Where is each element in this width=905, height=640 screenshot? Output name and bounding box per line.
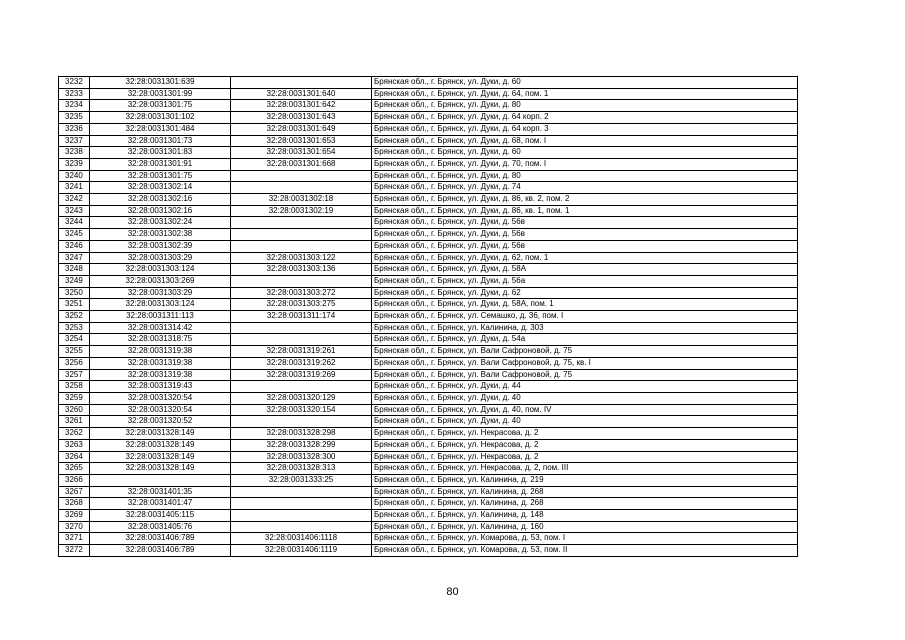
related-cadastral-number-cell	[231, 510, 372, 522]
address-cell: Брянская обл., г. Брянск, ул. Дуки, д. 60	[372, 147, 798, 159]
row-number-cell: 3266	[59, 474, 90, 486]
related-cadastral-number-cell: 32:28:0031319:269	[231, 369, 372, 381]
address-cell: Брянская обл., г. Брянск, ул. Вали Сафроновой, д. 75	[372, 369, 798, 381]
table-row	[59, 123, 798, 135]
related-cadastral-number-cell: 32:28:0031319:262	[231, 357, 372, 369]
address-cell: Брянская обл., г. Брянск, ул. Дуки, д. 56в	[372, 217, 798, 229]
table-row	[59, 217, 798, 229]
row-number-cell: 3267	[59, 486, 90, 498]
related-cadastral-number-cell: 32:28:0031301:649	[231, 123, 372, 135]
related-cadastral-number-cell	[231, 240, 372, 252]
row-number-cell: 3238	[59, 147, 90, 159]
cadastral-number-cell: 32:28:0031302:16	[90, 194, 231, 206]
row-number-cell: 3258	[59, 381, 90, 393]
address-cell: Брянская обл., г. Брянск, ул. Некрасова, д. 2, пом. III	[372, 463, 798, 475]
cadastral-number-cell: 32:28:0031302:16	[90, 205, 231, 217]
cadastral-number-cell: 32:28:0031406:789	[90, 533, 231, 545]
row-number-cell: 3235	[59, 112, 90, 124]
related-cadastral-number-cell: 32:28:0031328:300	[231, 451, 372, 463]
table-row	[59, 428, 798, 440]
related-cadastral-number-cell: 32:28:0031406:1118	[231, 533, 372, 545]
cadastral-number-cell: 32:28:0031319:38	[90, 369, 231, 381]
row-number-cell: 3254	[59, 334, 90, 346]
table-row	[59, 311, 798, 323]
address-cell: Брянская обл., г. Брянск, ул. Комарова, д. 53, пом. I	[372, 533, 798, 545]
row-number-cell: 3272	[59, 545, 90, 557]
cadastral-number-cell: 32:28:0031320:54	[90, 404, 231, 416]
related-cadastral-number-cell: 32:28:0031303:122	[231, 252, 372, 264]
table-row	[59, 463, 798, 475]
address-cell: Брянская обл., г. Брянск, ул. Дуки, д. 56в	[372, 240, 798, 252]
row-number-cell: 3243	[59, 205, 90, 217]
related-cadastral-number-cell: 32:28:0031301:643	[231, 112, 372, 124]
row-number-cell: 3270	[59, 521, 90, 533]
row-number-cell: 3242	[59, 194, 90, 206]
table-row	[59, 474, 798, 486]
row-number-cell: 3245	[59, 229, 90, 241]
related-cadastral-number-cell: 32:28:0031302:18	[231, 194, 372, 206]
table-row	[59, 299, 798, 311]
related-cadastral-number-cell: 32:28:0031301:640	[231, 88, 372, 100]
related-cadastral-number-cell: 32:28:0031301:642	[231, 100, 372, 112]
address-cell: Брянская обл., г. Брянск, ул. Калинина, д. 303	[372, 322, 798, 334]
row-number-cell: 3233	[59, 88, 90, 100]
cadastral-number-cell: 32:28:0031303:29	[90, 252, 231, 264]
related-cadastral-number-cell	[231, 381, 372, 393]
row-number-cell: 3249	[59, 275, 90, 287]
address-cell: Брянская обл., г. Брянск, ул. Дуки, д. 56в	[372, 229, 798, 241]
row-number-cell: 3253	[59, 322, 90, 334]
row-number-cell: 3248	[59, 264, 90, 276]
table-row	[59, 392, 798, 404]
address-cell: Брянская обл., г. Брянск, ул. Семашко, д. 36, пом. I	[372, 311, 798, 323]
registry-table	[58, 76, 798, 557]
related-cadastral-number-cell	[231, 322, 372, 334]
table-row	[59, 287, 798, 299]
cadastral-number-cell: 32:28:0031301:75	[90, 100, 231, 112]
address-cell: Брянская обл., г. Брянск, ул. Дуки, д. 60	[372, 77, 798, 89]
cadastral-number-cell: 32:28:0031405:76	[90, 521, 231, 533]
table-row	[59, 545, 798, 557]
table-row	[59, 88, 798, 100]
cadastral-number-cell: 32:28:0031301:83	[90, 147, 231, 159]
address-cell: Брянская обл., г. Брянск, ул. Дуки, д. 64 корп. 2	[372, 112, 798, 124]
cadastral-number-cell: 32:28:0031319:43	[90, 381, 231, 393]
cadastral-number-cell: 32:28:0031318:75	[90, 334, 231, 346]
address-cell: Брянская обл., г. Брянск, ул. Некрасова, д. 2	[372, 451, 798, 463]
cadastral-number-cell: 32:28:0031320:54	[90, 392, 231, 404]
related-cadastral-number-cell: 32:28:0031333:25	[231, 474, 372, 486]
row-number-cell: 3255	[59, 346, 90, 358]
registry-table-body	[59, 77, 798, 557]
related-cadastral-number-cell: 32:28:0031320:129	[231, 392, 372, 404]
cadastral-number-cell: 32:28:0031405:115	[90, 510, 231, 522]
address-cell: Брянская обл., г. Брянск, ул. Некрасова, д. 2	[372, 428, 798, 440]
related-cadastral-number-cell: 32:28:0031406:1119	[231, 545, 372, 557]
row-number-cell: 3239	[59, 158, 90, 170]
table-row	[59, 334, 798, 346]
cadastral-number-cell: 32:28:0031401:47	[90, 498, 231, 510]
address-cell: Брянская обл., г. Брянск, ул. Дуки, д. 80	[372, 170, 798, 182]
table-row	[59, 322, 798, 334]
table-row	[59, 416, 798, 428]
related-cadastral-number-cell: 32:28:0031328:313	[231, 463, 372, 475]
cadastral-number-cell: 32:28:0031301:73	[90, 135, 231, 147]
cadastral-number-cell: 32:28:0031319:38	[90, 346, 231, 358]
row-number-cell: 3259	[59, 392, 90, 404]
related-cadastral-number-cell	[231, 521, 372, 533]
cadastral-number-cell: 32:28:0031303:29	[90, 287, 231, 299]
table-row	[59, 439, 798, 451]
address-cell: Брянская обл., г. Брянск, ул. Вали Сафроновой, д. 75, кв. I	[372, 357, 798, 369]
row-number-cell: 3244	[59, 217, 90, 229]
table-row	[59, 275, 798, 287]
row-number-cell: 3256	[59, 357, 90, 369]
table-row	[59, 100, 798, 112]
related-cadastral-number-cell: 32:28:0031319:261	[231, 346, 372, 358]
related-cadastral-number-cell: 32:28:0031301:668	[231, 158, 372, 170]
address-cell: Брянская обл., г. Брянск, ул. Дуки, д. 74	[372, 182, 798, 194]
cadastral-number-cell: 32:28:0031302:39	[90, 240, 231, 252]
related-cadastral-number-cell: 32:28:0031328:298	[231, 428, 372, 440]
address-cell: Брянская обл., г. Брянск, ул. Дуки, д. 86, кв. 1, пом. 1	[372, 205, 798, 217]
related-cadastral-number-cell: 32:28:0031328:299	[231, 439, 372, 451]
row-number-cell: 3262	[59, 428, 90, 440]
row-number-cell: 3251	[59, 299, 90, 311]
related-cadastral-number-cell: 32:28:0031303:136	[231, 264, 372, 276]
cadastral-number-cell: 32:28:0031311:113	[90, 311, 231, 323]
cadastral-number-cell: 32:28:0031320:52	[90, 416, 231, 428]
table-row	[59, 404, 798, 416]
table-row	[59, 112, 798, 124]
row-number-cell: 3260	[59, 404, 90, 416]
cadastral-number-cell: 32:28:0031314:42	[90, 322, 231, 334]
row-number-cell: 3264	[59, 451, 90, 463]
related-cadastral-number-cell: 32:28:0031301:654	[231, 147, 372, 159]
address-cell: Брянская обл., г. Брянск, ул. Дуки, д. 40	[372, 392, 798, 404]
row-number-cell: 3263	[59, 439, 90, 451]
row-number-cell: 3236	[59, 123, 90, 135]
address-cell: Брянская обл., г. Брянск, ул. Дуки, д. 58А	[372, 264, 798, 276]
related-cadastral-number-cell: 32:28:0031311:174	[231, 311, 372, 323]
address-cell: Брянская обл., г. Брянск, ул. Дуки, д. 58А, пом. 1	[372, 299, 798, 311]
table-row	[59, 229, 798, 241]
cadastral-number-cell: 32:28:0031301:75	[90, 170, 231, 182]
row-number-cell: 3237	[59, 135, 90, 147]
row-number-cell: 3232	[59, 77, 90, 89]
table-row	[59, 240, 798, 252]
cadastral-number-cell: 32:28:0031301:91	[90, 158, 231, 170]
table-row	[59, 147, 798, 159]
cadastral-number-cell: 32:28:0031301:102	[90, 112, 231, 124]
row-number-cell: 3240	[59, 170, 90, 182]
cadastral-number-cell: 32:28:0031406:789	[90, 545, 231, 557]
table-row	[59, 346, 798, 358]
table-row	[59, 194, 798, 206]
address-cell: Брянская обл., г. Брянск, ул. Дуки, д. 56а	[372, 275, 798, 287]
address-cell: Брянская обл., г. Брянск, ул. Калинина, д. 268	[372, 486, 798, 498]
row-number-cell: 3234	[59, 100, 90, 112]
address-cell: Брянская обл., г. Брянск, ул. Дуки, д. 44	[372, 381, 798, 393]
cadastral-number-cell: 32:28:0031401:35	[90, 486, 231, 498]
page-number: 80	[446, 586, 459, 598]
cadastral-number-cell: 32:28:0031328:149	[90, 428, 231, 440]
address-cell: Брянская обл., г. Брянск, ул. Дуки, д. 62	[372, 287, 798, 299]
related-cadastral-number-cell: 32:28:0031302:19	[231, 205, 372, 217]
address-cell: Брянская обл., г. Брянск, ул. Калинина, д. 160	[372, 521, 798, 533]
address-cell: Брянская обл., г. Брянск, ул. Вали Сафроновой, д. 75	[372, 346, 798, 358]
related-cadastral-number-cell: 32:28:0031320:154	[231, 404, 372, 416]
table-row	[59, 252, 798, 264]
cadastral-number-cell: 32:28:0031302:38	[90, 229, 231, 241]
row-number-cell: 3271	[59, 533, 90, 545]
address-cell: Брянская обл., г. Брянск, ул. Дуки, д. 64 корп. 3	[372, 123, 798, 135]
address-cell: Брянская обл., г. Брянск, ул. Некрасова, д. 2	[372, 439, 798, 451]
address-cell: Брянская обл., г. Брянск, ул. Дуки, д. 68, пом. I	[372, 135, 798, 147]
row-number-cell: 3268	[59, 498, 90, 510]
related-cadastral-number-cell	[231, 486, 372, 498]
table-row	[59, 451, 798, 463]
related-cadastral-number-cell: 32:28:0031301:653	[231, 135, 372, 147]
address-cell: Брянская обл., г. Брянск, ул. Дуки, д. 62, пом. 1	[372, 252, 798, 264]
table-row	[59, 135, 798, 147]
cadastral-number-cell: 32:28:0031301:639	[90, 77, 231, 89]
related-cadastral-number-cell	[231, 498, 372, 510]
row-number-cell: 3241	[59, 182, 90, 194]
row-number-cell: 3261	[59, 416, 90, 428]
table-row	[59, 77, 798, 89]
address-cell: Брянская обл., г. Брянск, ул. Калинина, д. 148	[372, 510, 798, 522]
address-cell: Брянская обл., г. Брянск, ул. Дуки, д. 70, пом. I	[372, 158, 798, 170]
cadastral-number-cell: 32:28:0031328:149	[90, 463, 231, 475]
address-cell: Брянская обл., г. Брянск, ул. Дуки, д. 64, пом. 1	[372, 88, 798, 100]
address-cell: Брянская обл., г. Брянск, ул. Калинина, д. 268	[372, 498, 798, 510]
related-cadastral-number-cell	[231, 182, 372, 194]
cadastral-number-cell: 32:28:0031319:38	[90, 357, 231, 369]
cadastral-number-cell: 32:28:0031303:269	[90, 275, 231, 287]
table-row	[59, 170, 798, 182]
row-number-cell: 3269	[59, 510, 90, 522]
table-row	[59, 264, 798, 276]
table-row	[59, 357, 798, 369]
row-number-cell: 3257	[59, 369, 90, 381]
related-cadastral-number-cell	[231, 416, 372, 428]
table-row	[59, 182, 798, 194]
related-cadastral-number-cell	[231, 229, 372, 241]
address-cell: Брянская обл., г. Брянск, ул. Дуки, д. 86, кв. 2, пом. 2	[372, 194, 798, 206]
table-row	[59, 381, 798, 393]
cadastral-number-cell: 32:28:0031328:149	[90, 439, 231, 451]
related-cadastral-number-cell	[231, 77, 372, 89]
related-cadastral-number-cell	[231, 334, 372, 346]
cadastral-number-cell: 32:28:0031301:99	[90, 88, 231, 100]
address-cell: Брянская обл., г. Брянск, ул. Калинина, д. 219	[372, 474, 798, 486]
row-number-cell: 3265	[59, 463, 90, 475]
address-cell: Брянская обл., г. Брянск, ул. Комарова, д. 53, пом. II	[372, 545, 798, 557]
row-number-cell: 3250	[59, 287, 90, 299]
cadastral-number-cell: 32:28:0031303:124	[90, 264, 231, 276]
table-row	[59, 498, 798, 510]
related-cadastral-number-cell	[231, 170, 372, 182]
row-number-cell: 3252	[59, 311, 90, 323]
cadastral-number-cell: 32:28:0031301:484	[90, 123, 231, 135]
cadastral-number-cell: 32:28:0031302:24	[90, 217, 231, 229]
related-cadastral-number-cell	[231, 275, 372, 287]
table-row	[59, 510, 798, 522]
table-row	[59, 205, 798, 217]
related-cadastral-number-cell	[231, 217, 372, 229]
related-cadastral-number-cell: 32:28:0031303:272	[231, 287, 372, 299]
table-row	[59, 533, 798, 545]
row-number-cell: 3246	[59, 240, 90, 252]
cadastral-number-cell: 32:28:0031328:149	[90, 451, 231, 463]
table-row	[59, 158, 798, 170]
cadastral-number-cell: 32:28:0031303:124	[90, 299, 231, 311]
row-number-cell: 3247	[59, 252, 90, 264]
address-cell: Брянская обл., г. Брянск, ул. Дуки, д. 40, пом. IV	[372, 404, 798, 416]
address-cell: Брянская обл., г. Брянск, ул. Дуки, д. 80	[372, 100, 798, 112]
cadastral-number-cell: 32:28:0031302:14	[90, 182, 231, 194]
table-row	[59, 369, 798, 381]
address-cell: Брянская обл., г. Брянск, ул. Дуки, д. 40	[372, 416, 798, 428]
cadastral-number-cell	[90, 474, 231, 486]
table-row	[59, 521, 798, 533]
address-cell: Брянская обл., г. Брянск, ул. Дуки, д. 54а	[372, 334, 798, 346]
related-cadastral-number-cell: 32:28:0031303:275	[231, 299, 372, 311]
table-row	[59, 486, 798, 498]
